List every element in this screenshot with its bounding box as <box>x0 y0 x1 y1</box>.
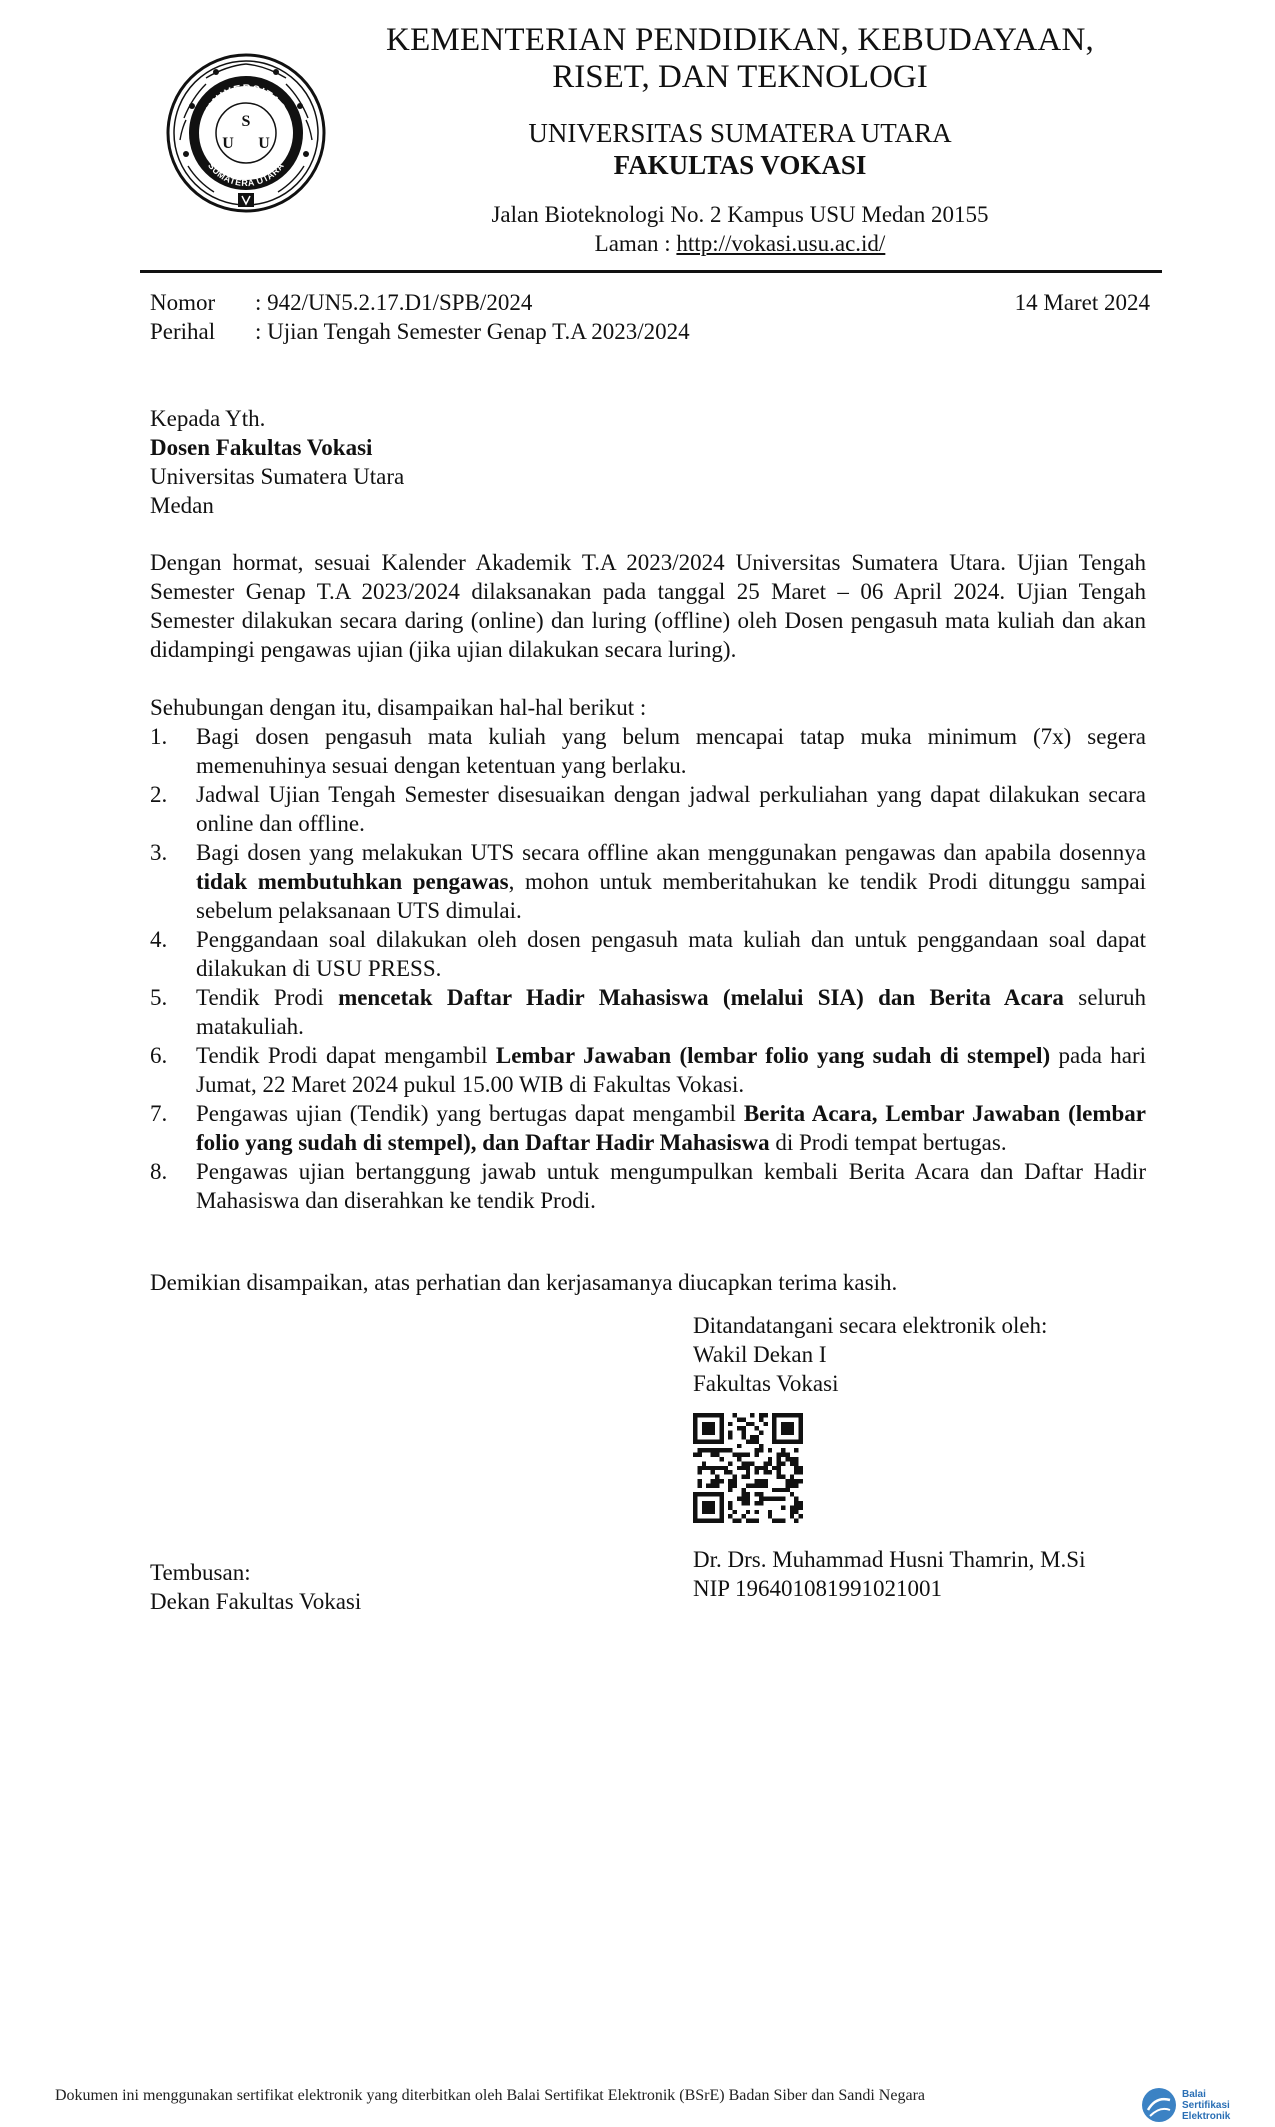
svg-text:U: U <box>222 135 234 152</box>
list-intro: Sehubungan dengan itu, disampaikan hal-hal berikut : <box>150 695 647 720</box>
list-item-text <box>196 983 1146 1041</box>
list-item-number: 3. <box>150 840 168 865</box>
instruction-list <box>150 722 1146 1215</box>
letter-number-value: : 942/UN5.2.17.D1/SPB/2024 <box>255 290 533 315</box>
list-item-text <box>196 780 1146 838</box>
bsre-line3: Elektronik <box>1182 2110 1231 2122</box>
esign-footer-note: Dokumen ini menggunakan sertifikat elektronik yang diterbitkan oleh Balai Sertifikat Elektronik (BSrE) Badan Siber dan Sandi Negara <box>55 2087 925 2104</box>
letter-subject-label: Perihal <box>150 319 216 344</box>
cc-recipient: Dekan Fakultas Vokasi <box>150 1589 362 1614</box>
svg-text:U: U <box>258 135 270 152</box>
faculty-name: FAKULTAS VOKASI <box>613 150 867 180</box>
list-item-text <box>196 1041 1146 1099</box>
list-item-number: 7. <box>150 1101 168 1126</box>
list-item <box>150 925 1146 983</box>
letter-subject-row <box>150 317 1150 346</box>
text-segment: Tendik Prodi <box>196 985 339 1010</box>
recipient-institution: Universitas Sumatera Utara <box>150 464 405 489</box>
recipient-salutation: Kepada Yth. <box>150 406 266 431</box>
bsre-logo-icon <box>1140 2086 1178 2124</box>
website-label: Laman : <box>594 231 677 256</box>
ministry-name-line2: RISET, DAN TEKNOLOGI <box>552 59 928 95</box>
list-item <box>150 780 1146 838</box>
list-item <box>150 838 1146 925</box>
list-item-text <box>196 925 1146 983</box>
list-item-text <box>196 838 1146 925</box>
carbon-copy-block <box>150 1558 361 1616</box>
list-item <box>150 983 1146 1041</box>
faculty-website <box>340 229 1140 258</box>
list-item <box>150 1157 1146 1215</box>
bsre-line2: Sertifikasi <box>1182 2099 1230 2111</box>
svg-text:S: S <box>241 113 251 130</box>
university-name: UNIVERSITAS SUMATERA UTARA <box>528 118 952 148</box>
bsre-logo <box>1140 2083 1250 2127</box>
emphasis-text: Berita Acara, Lembar Jawaban (lembar folio yang sudah di stempel), dan Daftar Hadir Mahasiswa <box>196 1101 1146 1155</box>
text-segment: pada hari Jumat, 22 Maret 2024 pukul 15.00 WIB di Fakultas Vokasi. <box>196 1043 1146 1097</box>
signer-unit: Fakultas Vokasi <box>693 1371 839 1396</box>
list-item <box>150 1099 1146 1157</box>
text-segment: , mohon untuk memberitahukan ke tendik Prodi ditunggu sampai sebelum pelaksanaan UTS dimulai. <box>196 869 1146 923</box>
text-segment: Bagi dosen yang melakukan UTS secara offline akan menggunakan pengawas dan apabila dosennya <box>196 840 1146 865</box>
list-item-text <box>196 1099 1146 1157</box>
bsre-logo-text <box>1182 2089 1230 2122</box>
text-segment: Penggandaan soal dilakukan oleh dosen pengasuh mata kuliah dan untuk penggandaan soal dapat dilakukan di USU PRESS. <box>196 927 1146 981</box>
text-segment: Bagi dosen pengasuh mata kuliah yang belum mencapai tatap muka minimum (7x) segera memenuhinya sesuai dengan ketentuan yang berlaku. <box>196 724 1146 778</box>
text-segment: di Prodi tempat bertugas. <box>769 1130 1007 1155</box>
recipient-block <box>150 404 404 520</box>
list-item-number: 4. <box>150 927 168 952</box>
list-item-number: 1. <box>150 724 168 749</box>
text-segment: Jadwal Ujian Tengah Semester disesuaikan dengan jadwal perkuliahan yang dapat dilakukan secara online dan offline. <box>196 782 1146 836</box>
list-item-number: 8. <box>150 1159 168 1184</box>
signer-nip: NIP 196401081991021001 <box>693 1576 942 1601</box>
list-item-text <box>196 722 1146 780</box>
text-segment: Pengawas ujian bertanggung jawab untuk mengumpulkan kembali Berita Acara dan Daftar Hadir Mahasiswa dan diserahkan ke tendik Prodi. <box>196 1159 1146 1213</box>
svg-text:UNIVERSITAS: UNIVERSITAS <box>204 82 288 115</box>
signer-identity <box>693 1545 1153 1603</box>
list-item-number: 2. <box>150 782 168 807</box>
letterhead <box>0 0 1275 275</box>
list-item <box>150 1041 1146 1099</box>
emphasis-text: mencetak Daftar Hadir Mahasiswa (melalui SIA) dan Berita Acara <box>338 985 1064 1010</box>
signature-block <box>693 1311 1153 1398</box>
faculty-address: Jalan Bioteknologi No. 2 Kampus USU Medan 20155 <box>491 202 989 227</box>
recipient-name: Dosen Fakultas Vokasi <box>150 435 373 460</box>
letter-subject-value: : Ujian Tengah Semester Genap T.A 2023/2024 <box>255 319 690 344</box>
header-divider <box>140 270 1162 273</box>
signer-name: Dr. Drs. Muhammad Husni Thamrin, M.Si <box>693 1547 1086 1572</box>
bsre-line1: Balai <box>1182 2088 1206 2100</box>
text-segment: Tendik Prodi dapat mengambil <box>196 1043 496 1068</box>
recipient-city: Medan <box>150 493 214 518</box>
signer-position: Wakil Dekan I <box>693 1342 827 1367</box>
ministry-name-line1: KEMENTERIAN PENDIDIKAN, KEBUDAYAAN, <box>386 22 1094 58</box>
letter-date: 14 Maret 2024 <box>1014 290 1150 315</box>
list-item <box>150 722 1146 780</box>
opening-paragraph: Dengan hormat, sesuai Kalender Akademik T.A 2023/2024 Universitas Sumatera Utara. Ujian Tengah Semester Genap T.A 2023/2024 dilaksanakan pada tanggal 25 Maret – 06 April 2024. Ujian Tengah Semester dilakukan secara daring (online) dan luring (offline) oleh Dosen pengasuh mata kuliah dan akan didampingi pengawas ujian (jika ujian dilakukan secara luring). <box>150 550 1146 662</box>
letter-meta <box>150 288 1150 346</box>
text-segment: seluruh matakuliah. <box>196 985 1146 1039</box>
letter-number-label: Nomor <box>150 290 216 315</box>
emphasis-text: tidak membutuhkan pengawas <box>196 869 509 894</box>
svg-text:SUMATERA UTARA: SUMATERA UTARA <box>206 160 287 189</box>
list-item-number: 5. <box>150 985 168 1010</box>
text-segment: Pengawas ujian (Tendik) yang bertugas dapat mengambil <box>196 1101 744 1126</box>
list-item-text <box>196 1157 1146 1215</box>
letter-number-row <box>150 288 1150 317</box>
emphasis-text: Lembar Jawaban (lembar folio yang sudah di stempel) <box>495 1043 1051 1068</box>
university-seal-icon <box>166 48 326 218</box>
list-item-number: 6. <box>150 1043 168 1068</box>
website-link[interactable]: http://vokasi.usu.ac.id/ <box>676 231 886 256</box>
signed-by-label: Ditandatangani secara elektronik oleh: <box>693 1313 1048 1338</box>
cc-label: Tembusan: <box>150 1560 251 1585</box>
qr-code-icon <box>693 1413 803 1523</box>
closing-paragraph: Demikian disampaikan, atas perhatian dan kerjasamanya diucapkan terima kasih. <box>150 1270 898 1295</box>
